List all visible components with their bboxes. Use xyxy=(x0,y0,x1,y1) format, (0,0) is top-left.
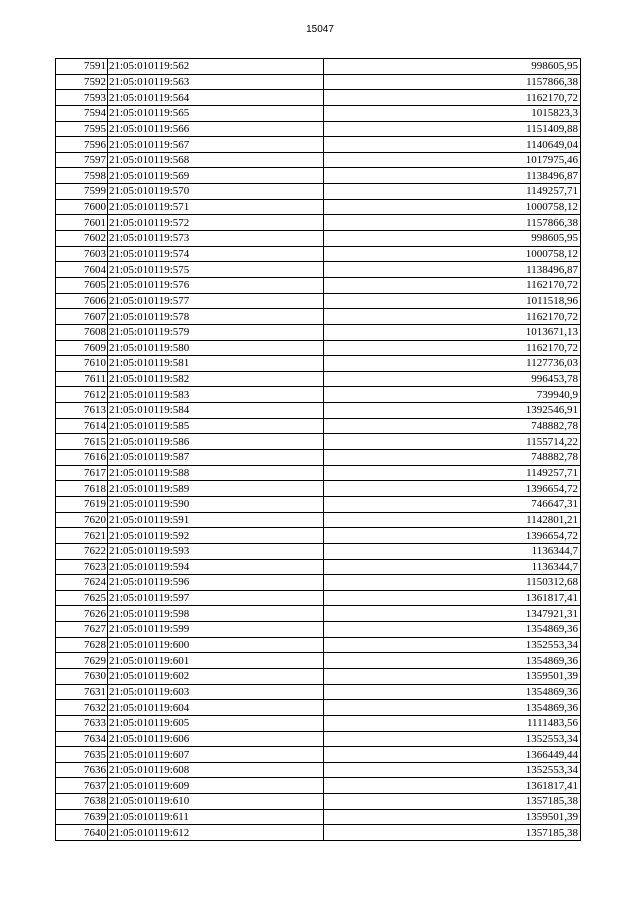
value-cell: 1136344,7 xyxy=(324,559,581,575)
cadastral-number-cell: 21:05:010119:588 xyxy=(108,465,324,481)
cadastral-number-cell: 21:05:010119:600 xyxy=(108,637,324,653)
table-row xyxy=(56,324,581,340)
row-number-cell: 7612 xyxy=(56,387,108,403)
table-row xyxy=(56,590,581,606)
table-row xyxy=(56,762,581,778)
cadastral-number-cell: 21:05:010119:569 xyxy=(108,168,324,184)
table-row xyxy=(56,481,581,497)
table-row xyxy=(56,434,581,450)
row-number-cell: 7635 xyxy=(56,747,108,763)
row-number-cell: 7633 xyxy=(56,715,108,731)
table-row xyxy=(56,309,581,325)
table-row xyxy=(56,700,581,716)
cadastral-number-cell: 21:05:010119:568 xyxy=(108,152,324,168)
value-cell: 1396654,72 xyxy=(324,528,581,544)
cadastral-number-cell: 21:05:010119:577 xyxy=(108,293,324,309)
value-cell: 998605,95 xyxy=(324,59,581,75)
row-number-cell: 7627 xyxy=(56,622,108,638)
row-number-cell: 7619 xyxy=(56,496,108,512)
value-cell: 1015823,3 xyxy=(324,105,581,121)
table-row xyxy=(56,528,581,544)
row-number-cell: 7620 xyxy=(56,512,108,528)
cadastral-number-cell: 21:05:010119:567 xyxy=(108,137,324,153)
value-cell: 1138496,87 xyxy=(324,168,581,184)
cadastral-number-cell: 21:05:010119:584 xyxy=(108,403,324,419)
row-number-cell: 7637 xyxy=(56,778,108,794)
value-cell: 748882,78 xyxy=(324,418,581,434)
row-number-cell: 7628 xyxy=(56,637,108,653)
row-number-cell: 7602 xyxy=(56,231,108,247)
cadastral-number-cell: 21:05:010119:587 xyxy=(108,450,324,466)
row-number-cell: 7599 xyxy=(56,184,108,200)
row-number-cell: 7622 xyxy=(56,543,108,559)
cadastral-number-cell: 21:05:010119:579 xyxy=(108,324,324,340)
value-cell: 1354869,36 xyxy=(324,622,581,638)
row-number-cell: 7621 xyxy=(56,528,108,544)
row-number-cell: 7609 xyxy=(56,340,108,356)
value-cell: 1151409,88 xyxy=(324,121,581,137)
value-cell: 998605,95 xyxy=(324,231,581,247)
table-row xyxy=(56,731,581,747)
table-row xyxy=(56,606,581,622)
value-cell: 1361817,41 xyxy=(324,778,581,794)
row-number-cell: 7592 xyxy=(56,74,108,90)
cadastral-number-cell: 21:05:010119:578 xyxy=(108,309,324,325)
value-cell: 1347921,31 xyxy=(324,606,581,622)
row-number-cell: 7604 xyxy=(56,262,108,278)
row-number-cell: 7614 xyxy=(56,418,108,434)
value-cell: 739940,9 xyxy=(324,387,581,403)
cadastral-number-cell: 21:05:010119:610 xyxy=(108,794,324,810)
table-row xyxy=(56,653,581,669)
table-row xyxy=(56,262,581,278)
cadastral-number-cell: 21:05:010119:599 xyxy=(108,622,324,638)
cadastral-number-cell: 21:05:010119:608 xyxy=(108,762,324,778)
value-cell: 1000758,12 xyxy=(324,199,581,215)
row-number-cell: 7636 xyxy=(56,762,108,778)
cadastral-number-cell: 21:05:010119:585 xyxy=(108,418,324,434)
table-row xyxy=(56,74,581,90)
table-row xyxy=(56,293,581,309)
cadastral-number-cell: 21:05:010119:566 xyxy=(108,121,324,137)
table-row xyxy=(56,277,581,293)
value-cell: 1017975,46 xyxy=(324,152,581,168)
table-row xyxy=(56,90,581,106)
cadastral-number-cell: 21:05:010119:576 xyxy=(108,277,324,293)
cadastral-number-cell: 21:05:010119:602 xyxy=(108,668,324,684)
row-number-cell: 7596 xyxy=(56,137,108,153)
table-row xyxy=(56,668,581,684)
row-number-cell: 7638 xyxy=(56,794,108,810)
cadastral-number-cell: 21:05:010119:596 xyxy=(108,575,324,591)
value-cell: 1357185,38 xyxy=(324,825,581,841)
cadastral-number-cell: 21:05:010119:573 xyxy=(108,231,324,247)
row-number-cell: 7631 xyxy=(56,684,108,700)
row-number-cell: 7629 xyxy=(56,653,108,669)
row-number-cell: 7617 xyxy=(56,465,108,481)
row-number-cell: 7593 xyxy=(56,90,108,106)
table-row xyxy=(56,450,581,466)
table-row xyxy=(56,637,581,653)
value-cell: 1150312,68 xyxy=(324,575,581,591)
table-row xyxy=(56,809,581,825)
cadastral-number-cell: 21:05:010119:564 xyxy=(108,90,324,106)
cadastral-number-cell: 21:05:010119:582 xyxy=(108,371,324,387)
table-row xyxy=(56,684,581,700)
cadastral-number-cell: 21:05:010119:601 xyxy=(108,653,324,669)
cadastral-number-cell: 21:05:010119:592 xyxy=(108,528,324,544)
table-row xyxy=(56,465,581,481)
cadastral-number-cell: 21:05:010119:598 xyxy=(108,606,324,622)
value-cell: 1162170,72 xyxy=(324,277,581,293)
row-number-cell: 7611 xyxy=(56,371,108,387)
cadastral-number-cell: 21:05:010119:565 xyxy=(108,105,324,121)
value-cell: 1162170,72 xyxy=(324,340,581,356)
value-cell: 1111483,56 xyxy=(324,715,581,731)
value-cell: 1354869,36 xyxy=(324,653,581,669)
cadastral-number-cell: 21:05:010119:575 xyxy=(108,262,324,278)
value-cell: 1142801,21 xyxy=(324,512,581,528)
row-number-cell: 7630 xyxy=(56,668,108,684)
row-number-cell: 7623 xyxy=(56,559,108,575)
value-cell: 1000758,12 xyxy=(324,246,581,262)
table-row xyxy=(56,105,581,121)
row-number-cell: 7613 xyxy=(56,403,108,419)
value-cell: 1149257,71 xyxy=(324,465,581,481)
value-cell: 1162170,72 xyxy=(324,309,581,325)
value-cell: 1013671,13 xyxy=(324,324,581,340)
table-row xyxy=(56,794,581,810)
row-number-cell: 7640 xyxy=(56,825,108,841)
cadastral-number-cell: 21:05:010119:604 xyxy=(108,700,324,716)
value-cell: 1359501,39 xyxy=(324,668,581,684)
table-row xyxy=(56,246,581,262)
row-number-cell: 7634 xyxy=(56,731,108,747)
value-cell: 1127736,03 xyxy=(324,356,581,372)
cadastral-number-cell: 21:05:010119:574 xyxy=(108,246,324,262)
table-row xyxy=(56,715,581,731)
table-row xyxy=(56,575,581,591)
table-row xyxy=(56,199,581,215)
cadastral-number-cell: 21:05:010119:570 xyxy=(108,184,324,200)
cadastral-number-cell: 21:05:010119:589 xyxy=(108,481,324,497)
cadastral-number-cell: 21:05:010119:591 xyxy=(108,512,324,528)
row-number-cell: 7598 xyxy=(56,168,108,184)
table-row xyxy=(56,168,581,184)
row-number-cell: 7610 xyxy=(56,356,108,372)
cadastral-table xyxy=(55,58,581,841)
table-row xyxy=(56,152,581,168)
table-row xyxy=(56,231,581,247)
row-number-cell: 7608 xyxy=(56,324,108,340)
row-number-cell: 7600 xyxy=(56,199,108,215)
value-cell: 996453,78 xyxy=(324,371,581,387)
cadastral-number-cell: 21:05:010119:603 xyxy=(108,684,324,700)
value-cell: 748882,78 xyxy=(324,450,581,466)
cadastral-number-cell: 21:05:010119:572 xyxy=(108,215,324,231)
cadastral-number-cell: 21:05:010119:594 xyxy=(108,559,324,575)
row-number-cell: 7632 xyxy=(56,700,108,716)
row-number-cell: 7597 xyxy=(56,152,108,168)
value-cell: 1140649,04 xyxy=(324,137,581,153)
value-cell: 1352553,34 xyxy=(324,637,581,653)
table-row xyxy=(56,387,581,403)
cadastral-number-cell: 21:05:010119:586 xyxy=(108,434,324,450)
page-number: 15047 xyxy=(306,24,334,35)
table-row xyxy=(56,559,581,575)
cadastral-number-cell: 21:05:010119:597 xyxy=(108,590,324,606)
value-cell: 1359501,39 xyxy=(324,809,581,825)
row-number-cell: 7616 xyxy=(56,450,108,466)
table-row xyxy=(56,496,581,512)
value-cell: 1366449,44 xyxy=(324,747,581,763)
row-number-cell: 7601 xyxy=(56,215,108,231)
cadastral-number-cell: 21:05:010119:605 xyxy=(108,715,324,731)
value-cell: 1392546,91 xyxy=(324,403,581,419)
value-cell: 1396654,72 xyxy=(324,481,581,497)
row-number-cell: 7618 xyxy=(56,481,108,497)
table-row xyxy=(56,59,581,75)
table-row xyxy=(56,825,581,841)
table-row xyxy=(56,184,581,200)
value-cell: 1354869,36 xyxy=(324,684,581,700)
value-cell: 1352553,34 xyxy=(324,731,581,747)
value-cell: 1011518,96 xyxy=(324,293,581,309)
row-number-cell: 7639 xyxy=(56,809,108,825)
cadastral-number-cell: 21:05:010119:606 xyxy=(108,731,324,747)
cadastral-number-cell: 21:05:010119:571 xyxy=(108,199,324,215)
value-cell: 1357185,38 xyxy=(324,794,581,810)
row-number-cell: 7605 xyxy=(56,277,108,293)
table-body xyxy=(56,59,581,841)
table-row xyxy=(56,512,581,528)
value-cell: 1352553,34 xyxy=(324,762,581,778)
row-number-cell: 7606 xyxy=(56,293,108,309)
value-cell: 1354869,36 xyxy=(324,700,581,716)
row-number-cell: 7591 xyxy=(56,59,108,75)
value-cell: 1136344,7 xyxy=(324,543,581,559)
table-row xyxy=(56,137,581,153)
table-row xyxy=(56,778,581,794)
cadastral-number-cell: 21:05:010119:609 xyxy=(108,778,324,794)
table-row xyxy=(56,340,581,356)
row-number-cell: 7624 xyxy=(56,575,108,591)
value-cell: 1138496,87 xyxy=(324,262,581,278)
row-number-cell: 7603 xyxy=(56,246,108,262)
cadastral-number-cell: 21:05:010119:593 xyxy=(108,543,324,559)
value-cell: 1149257,71 xyxy=(324,184,581,200)
row-number-cell: 7594 xyxy=(56,105,108,121)
table-row xyxy=(56,371,581,387)
table-row xyxy=(56,215,581,231)
cadastral-number-cell: 21:05:010119:583 xyxy=(108,387,324,403)
cadastral-number-cell: 21:05:010119:590 xyxy=(108,496,324,512)
table-row xyxy=(56,418,581,434)
value-cell: 1155714,22 xyxy=(324,434,581,450)
table-row xyxy=(56,543,581,559)
row-number-cell: 7595 xyxy=(56,121,108,137)
row-number-cell: 7615 xyxy=(56,434,108,450)
table-row xyxy=(56,356,581,372)
cadastral-number-cell: 21:05:010119:580 xyxy=(108,340,324,356)
value-cell: 746647,31 xyxy=(324,496,581,512)
row-number-cell: 7607 xyxy=(56,309,108,325)
row-number-cell: 7625 xyxy=(56,590,108,606)
cadastral-number-cell: 21:05:010119:581 xyxy=(108,356,324,372)
cadastral-number-cell: 21:05:010119:562 xyxy=(108,59,324,75)
row-number-cell: 7626 xyxy=(56,606,108,622)
value-cell: 1361817,41 xyxy=(324,590,581,606)
cadastral-number-cell: 21:05:010119:612 xyxy=(108,825,324,841)
value-cell: 1157866,38 xyxy=(324,215,581,231)
value-cell: 1162170,72 xyxy=(324,90,581,106)
value-cell: 1157866,38 xyxy=(324,74,581,90)
table-row xyxy=(56,121,581,137)
table-row xyxy=(56,622,581,638)
table-row xyxy=(56,747,581,763)
cadastral-number-cell: 21:05:010119:563 xyxy=(108,74,324,90)
cadastral-number-cell: 21:05:010119:607 xyxy=(108,747,324,763)
cadastral-number-cell: 21:05:010119:611 xyxy=(108,809,324,825)
table-row xyxy=(56,403,581,419)
